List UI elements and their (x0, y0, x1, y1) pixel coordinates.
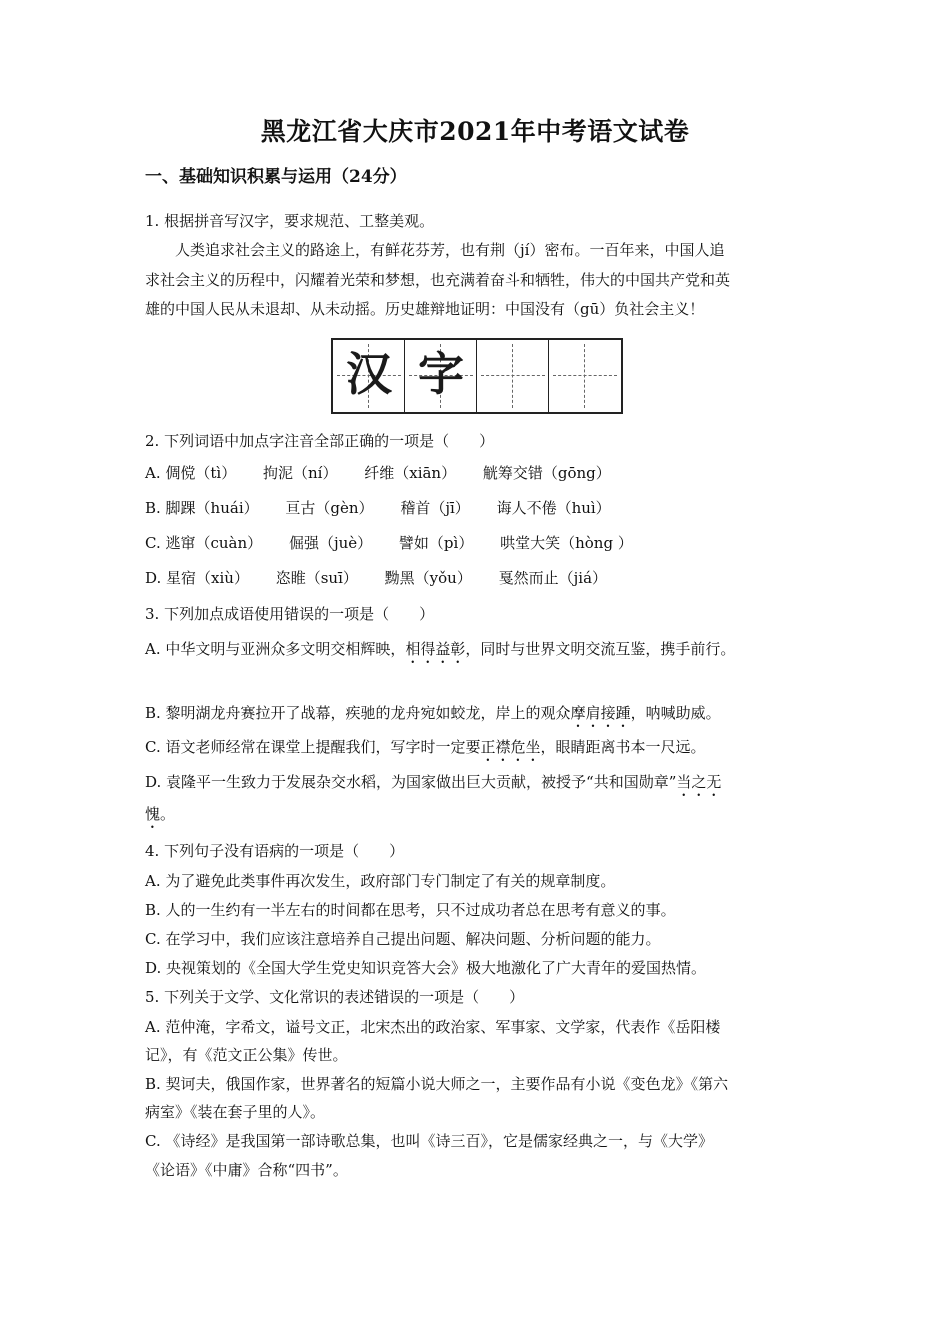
q1-passage (145, 236, 805, 325)
page-title: 黑龙江省大庆市2021年中考语文试卷 (260, 117, 690, 146)
q2-b-item-3: 稽首（jī） (400, 499, 470, 517)
q5-option-c-line-2: 《论语》《中庸》合称“四书”。 (145, 1161, 348, 1179)
q3-c-text-end: ，眼睛距离书本一尺远。 (540, 738, 706, 756)
q1-passage-line-3: 雄的中国人民从未退却、从未动摇。历史雄辩地证明：中国没有（gū）负社会主义！ (145, 300, 705, 318)
grid-cell (333, 340, 405, 412)
q5-option-b-line-1: B. 契诃夫，俄国作家，世界著名的短篇小说大师之一，主要作品有小说《变色龙》《第六 (145, 1075, 729, 1093)
q2-c-item-1: C. 逃窜（cuàn） (145, 534, 263, 552)
q4-stem: 4. 下列句子没有语病的一项是（ ） (145, 842, 405, 860)
q1-passage-line-1: 人类追求社会主义的路途上，有鲜花芬芳，也有荆（jí）密布。一百年来，中国人追 (175, 241, 725, 259)
q2-c-item-4: 哄堂大笑（hòng ） (500, 534, 633, 552)
q3-d-idiom-part-1: 当之无 (676, 773, 722, 791)
q2-c-item-2: 倔强（juè） (288, 534, 373, 552)
q2-option-b (145, 497, 611, 518)
q2-a-item-2: 拘泥（ní） (262, 464, 338, 482)
q3-b-idiom: 摩肩接踵 (570, 704, 631, 722)
q2-b-item-4: 诲人不倦（huì） (496, 499, 611, 517)
q2-option-a (145, 462, 611, 483)
q2-option-c (145, 532, 633, 553)
q3-c-text: C. 语文老师经常在课堂上提醒我们，写字时一定要 (145, 738, 481, 756)
q5-option-a-line-2: 记》，有《范文正公集》传世。 (145, 1046, 348, 1064)
q3-option-b (145, 702, 721, 731)
q2-stem: 2. 下列词语中加点字注音全部正确的一项是（ ） (145, 432, 495, 450)
q2-b-item-1: B. 脚踝（huái） (145, 499, 259, 517)
q3-a-text-end: ，同时与世界文明交流互鉴，携手前行。 (465, 640, 736, 658)
q5-option-b-line-2: 病室》《装在套子里的人》。 (145, 1103, 326, 1121)
q1-passage-line-2: 求社会主义的历程中，闪耀着光荣和梦想，也充满着奋斗和牺牲，伟大的中国共产党和英 (145, 270, 731, 289)
q3-option-a (145, 638, 735, 667)
q5-option-a-line-1: A. 范仲淹，字希文，谥号文正，北宋杰出的政治家、军事家、文学家，代表作《岳阳楼 (145, 1018, 721, 1036)
q5-stem: 5. 下列关于文学、文化常识的表述错误的一项是（ ） (145, 988, 525, 1006)
q4-option-b: B. 人的一生约有一半左右的时间都在思考，只不过成功者总在思考有意义的事。 (145, 901, 676, 919)
q2-d-item-1: D. 星宿（xiù） (145, 569, 249, 587)
grid-cell (477, 340, 549, 412)
q3-b-text: B. 黎明湖龙舟赛拉开了战幕，疾驰的龙舟宛如蛟龙，岸上的观众 (145, 704, 571, 722)
grid-cell (405, 340, 477, 412)
q3-a-text: A. 中华文明与亚洲众多文明交相辉映， (145, 640, 406, 658)
q3-option-d-line-2 (145, 803, 175, 832)
q3-option-d-line-1 (145, 771, 721, 800)
q3-d-idiom-part-2: 愧 (145, 805, 161, 823)
grid-char: 汉 (346, 347, 392, 401)
q5-option-c-line-1: C. 《诗经》是我国第一部诗歌总集，也叫《诗三百》，它是儒家经典之一，与《大学》 (145, 1132, 713, 1150)
q2-d-item-3: 黝黑（yǒu） (384, 569, 472, 587)
writing-grid (331, 338, 623, 414)
q2-d-item-4: 戛然而止（jiá） (498, 569, 608, 587)
q4-option-a: A. 为了避免此类事件再次发生，政府部门专门制定了有关的规章制度。 (145, 872, 616, 890)
q3-option-c (145, 736, 706, 765)
q3-c-idiom: 正襟危坐 (480, 738, 541, 756)
q2-d-item-2: 恣睢（suī） (275, 569, 358, 587)
q2-a-item-4: 觥筹交错（gōng） (482, 464, 611, 482)
q4-option-d: D. 央视策划的《全国大学生党史知识竞答大会》极大地激化了广大青年的爱国热情。 (145, 959, 707, 977)
q2-a-item-1: A. 倜傥（tì） (145, 464, 237, 482)
section-heading: 一、基础知识积累与运用（24分） (145, 167, 407, 187)
q1-stem: 1. 根据拼音写汉字，要求规范、工整美观。 (145, 212, 435, 230)
q2-b-item-2: 亘古（gèn） (285, 499, 374, 517)
q2-option-d (145, 567, 607, 588)
q3-stem: 3. 下列加点成语使用错误的一项是（ ） (145, 605, 435, 623)
q3-d-text-end: 。 (160, 805, 176, 823)
q3-d-text: D. 袁隆平一生致力于发展杂交水稻，为国家做出巨大贡献，被授予“共和国勋章” (145, 773, 677, 791)
grid-cell (549, 340, 621, 412)
q4-option-c: C. 在学习中，我们应该注意培养自己提出问题、解决问题、分析问题的能力。 (145, 930, 661, 948)
q2-c-item-3: 譬如（pì） (398, 534, 474, 552)
grid-char: 字 (418, 347, 464, 401)
q3-a-idiom: 相得益彰 (405, 640, 466, 658)
q3-b-text-end: ，呐喊助威。 (630, 704, 721, 722)
q2-a-item-3: 纤维（xiān） (364, 464, 457, 482)
